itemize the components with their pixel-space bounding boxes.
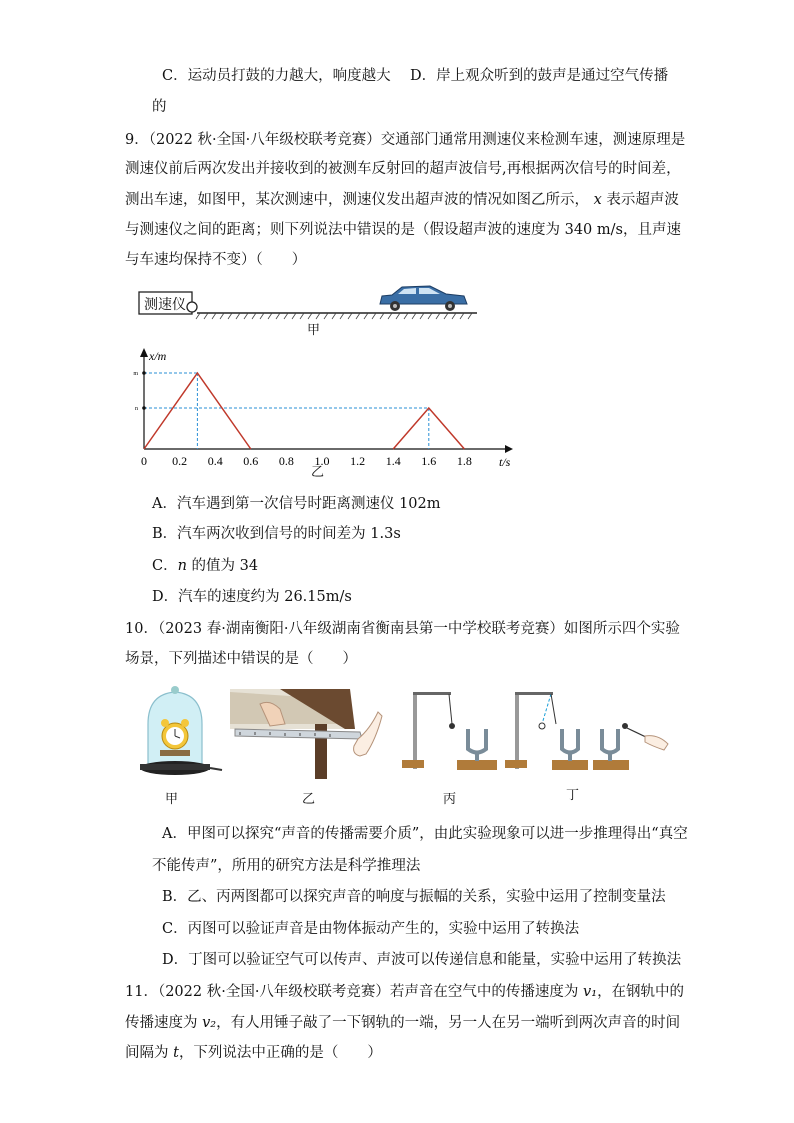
chart-x-ticks — [141, 454, 472, 468]
x-tick-label: 0.8 — [278, 454, 294, 468]
xt-chart — [125, 345, 525, 470]
x-tick-label: 1.4 — [385, 454, 401, 468]
q9-stem-line1: 9．（2022 秋·全国·八年级校联考竞赛）交通部门通常用测速仪来检测车速，测速原理是 — [125, 132, 686, 148]
x-tick-label: 0.4 — [207, 454, 223, 468]
q10-option-d: D．丁图可以验证空气可以传声、声波可以传递信息和能量，实验中运用了转换法 — [162, 952, 682, 968]
q9-stem-line5: 与车速均保持不变）（ ） — [125, 252, 307, 268]
y-axis-arrow-icon — [140, 348, 148, 357]
q10-option-c: C．丙图可以验证声音是由物体振动产生的，实验中运用了转换法 — [162, 921, 580, 937]
y-tick-label: n — [135, 406, 138, 412]
variable-v2: v₂ — [202, 1015, 217, 1031]
q11-stem-line2: 传播速度为 v₂，有人用锤子敲了一下钢轨的一端，另一人在另一端听到两次声音的时间 — [125, 1015, 681, 1031]
q10-option-b: B．乙、丙两图都可以探究声音的响度与振幅的关系，实验中运用了控制变量法 — [162, 889, 666, 905]
q10-option-a-line2: 不能传声”，所用的研究方法是科学推理法 — [152, 858, 421, 874]
figure-jia-exp-caption: 甲 — [165, 792, 179, 807]
x-axis-label: t/s — [499, 455, 511, 469]
y-level-point-1 — [142, 406, 146, 410]
q10-option-a-line1: A．甲图可以探究“声音的传播需要介质”，由此实验现象可以进一步推理得出“真空 — [162, 826, 688, 842]
figure-bing-exp-caption: 丙 — [443, 792, 457, 807]
q9-option-b: B．汽车两次收到信号的时间差为 1.3s — [152, 526, 401, 542]
y-level-point-0 — [142, 371, 146, 375]
variable-v1: v₁ — [583, 984, 598, 1000]
q10-stem-line1: 10．（2023 春·湖南衡阳·八年级湖南省衡南县第一中学校联考竞赛）如图所示四个实验 — [125, 621, 680, 637]
x-axis-arrow-icon — [505, 445, 513, 453]
chart-lines — [144, 373, 464, 449]
stand-two-tuning-forks-icon — [505, 692, 668, 770]
x-tick-label: 1.6 — [421, 454, 437, 468]
q11-stem-line3: 间隔为 t，下列说法中正确的是（ ） — [125, 1045, 382, 1061]
car-icon — [380, 286, 467, 311]
x-tick-label: 1.2 — [350, 454, 366, 468]
ground-hatching — [196, 313, 472, 319]
q9-option-d: D．汽车的速度约为 26.15m/s — [152, 589, 352, 605]
q9-stem-line4: 与测速仪之间的距离；则下列说法中错误的是（假设超声波的速度为 340 m/s，且声速 — [125, 222, 681, 238]
q8-option-c: C．运动员打鼓的力越大，响度越大 — [162, 68, 391, 84]
y-axis-label: x/m — [149, 349, 167, 363]
chart-y-ticks — [133, 371, 138, 412]
y-tick-label: m — [133, 371, 138, 377]
x-tick-label: 0.2 — [172, 454, 188, 468]
x-tick-label: 1.8 — [456, 454, 472, 468]
x-tick-label: 1.0 — [314, 454, 330, 468]
stand-tuning-fork-icon — [402, 692, 497, 770]
chart-guides — [142, 371, 429, 449]
x-tick-label: 0.6 — [243, 454, 259, 468]
variable-x: x — [593, 192, 602, 208]
q11-stem-line1: 11．（2022 秋·全国·八年级校联考竞赛）若声音在空气中的传播速度为 v₁，在钢轨中的 — [125, 984, 685, 1000]
q8-option-d-cont: 的 — [152, 99, 167, 115]
x-tick-label: 0 — [141, 454, 147, 468]
q9-stem-line2: 测速仪前后两次发出并接收到的被测车反射回的超声波信号,再根据两次信号的时间差， — [125, 161, 681, 177]
detector-lens-icon — [187, 302, 197, 312]
figure-yi-caption: 乙 — [311, 465, 325, 480]
figure-jia-caption: 甲 — [307, 323, 321, 338]
q9-option-a: A．汽车遇到第一次信号时距离测速仪 102m — [152, 496, 441, 512]
q10-figures — [130, 684, 675, 784]
ruler-on-table-icon — [230, 689, 382, 779]
q9-option-c: C．n 的值为 34 — [152, 558, 259, 574]
q8-option-d: D．岸上观众听到的鼓声是通过空气传播 — [410, 68, 669, 84]
q10-stem-line2: 场景，下列描述中错误的是（ ） — [125, 651, 357, 667]
q9-stem-line3: 测出车速，如图甲，某次测速中，测速仪发出超声波的情况如图乙所示， x 表示超声波 — [125, 192, 679, 208]
figure-ding-exp-caption: 丁 — [566, 788, 580, 803]
speed-detector-label: 测速仪 — [144, 298, 186, 313]
variable-n: n — [177, 558, 187, 574]
figure-yi-exp-caption: 乙 — [302, 792, 316, 807]
bell-jar-alarm-clock-icon — [140, 686, 222, 775]
variable-t: t — [173, 1045, 179, 1061]
